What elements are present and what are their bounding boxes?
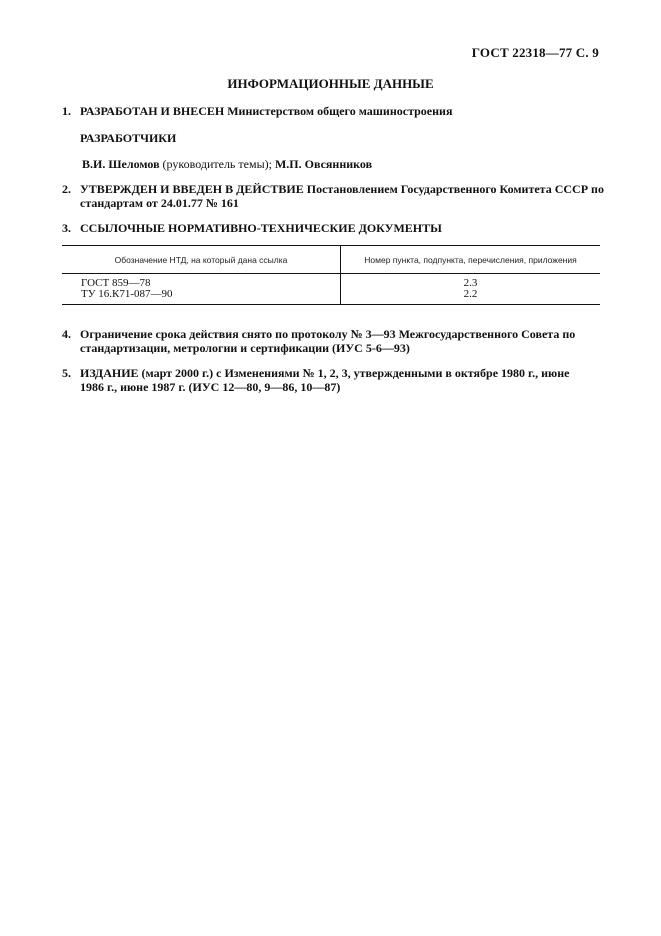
document-cell: [62, 274, 341, 305]
table-header-row: [62, 246, 600, 274]
column-header-clause: Номер пункта, подпункта, перечисления, приложения: [341, 246, 601, 274]
item-3-number: 3.: [62, 221, 71, 235]
section-title: ИНФОРМАЦИОННЫЕ ДАННЫЕ: [227, 76, 434, 91]
item-4: [62, 327, 575, 342]
clause-ref-2: 2.2: [463, 288, 478, 300]
clause-ref-1: 2.3: [463, 277, 478, 289]
item-5-line-2: 1986 г., июне 1987 г. (ИУС 12—80, 9—86, 10—87): [80, 380, 341, 394]
item-2-number: 2.: [62, 182, 71, 196]
item-4-number: 4.: [62, 327, 71, 341]
document-ref-1: ГОСТ 859—78: [81, 277, 151, 289]
developers-list: [82, 157, 372, 172]
item-5-number: 5.: [62, 366, 71, 380]
item-5: [62, 366, 569, 381]
column-header-document: Обозначение НТД, на который дана ссылка: [62, 246, 341, 274]
document-code: ГОСТ 22318—77 С. 9: [471, 45, 599, 60]
item-2-text: Постановлением Государственного Комитета СССР по: [306, 182, 604, 196]
developer-1-role: (руководитель темы);: [162, 157, 272, 171]
item-1-heading: РАЗРАБОТАН И ВНЕСЕН: [80, 104, 225, 118]
item-2-line-2: стандартам от 24.01.77 № 161: [80, 196, 239, 210]
item-3: [62, 221, 442, 236]
developers-label: РАЗРАБОТЧИКИ: [80, 131, 177, 145]
table-row: [62, 274, 600, 305]
item-5-line-1: ИЗДАНИЕ (март 2000 г.) с Изменениями № 1, 2, 3, утвержденными в октябре 1980 г., июне: [80, 366, 570, 380]
developer-1-name: В.И. Шеломов: [82, 157, 160, 171]
item-1-number: 1.: [62, 104, 71, 118]
references-table: [62, 245, 600, 305]
item-3-heading: ССЫЛОЧНЫЕ НОРМАТИВНО-ТЕХНИЧЕСКИЕ ДОКУМЕНТЫ: [80, 221, 442, 235]
item-1-text: Министерством общего машиностроения: [227, 104, 453, 118]
item-2: [62, 182, 604, 197]
document-ref-2: ТУ 16.К71-087—90: [81, 288, 173, 300]
item-4-line-1: Ограничение срока действия снято по протоколу № 3—93 Межгосударственного Совета по: [80, 327, 576, 341]
clause-cell: [341, 274, 601, 305]
developer-2-name: М.П. Овсянников: [274, 157, 373, 171]
item-4-line-2: стандартизации, метрологии и сертификации (ИУС 5-6—93): [80, 341, 410, 355]
item-2-heading: УТВЕРЖДЕН И ВВЕДЕН В ДЕЙСТВИЕ: [80, 182, 304, 196]
item-1: [62, 104, 452, 119]
